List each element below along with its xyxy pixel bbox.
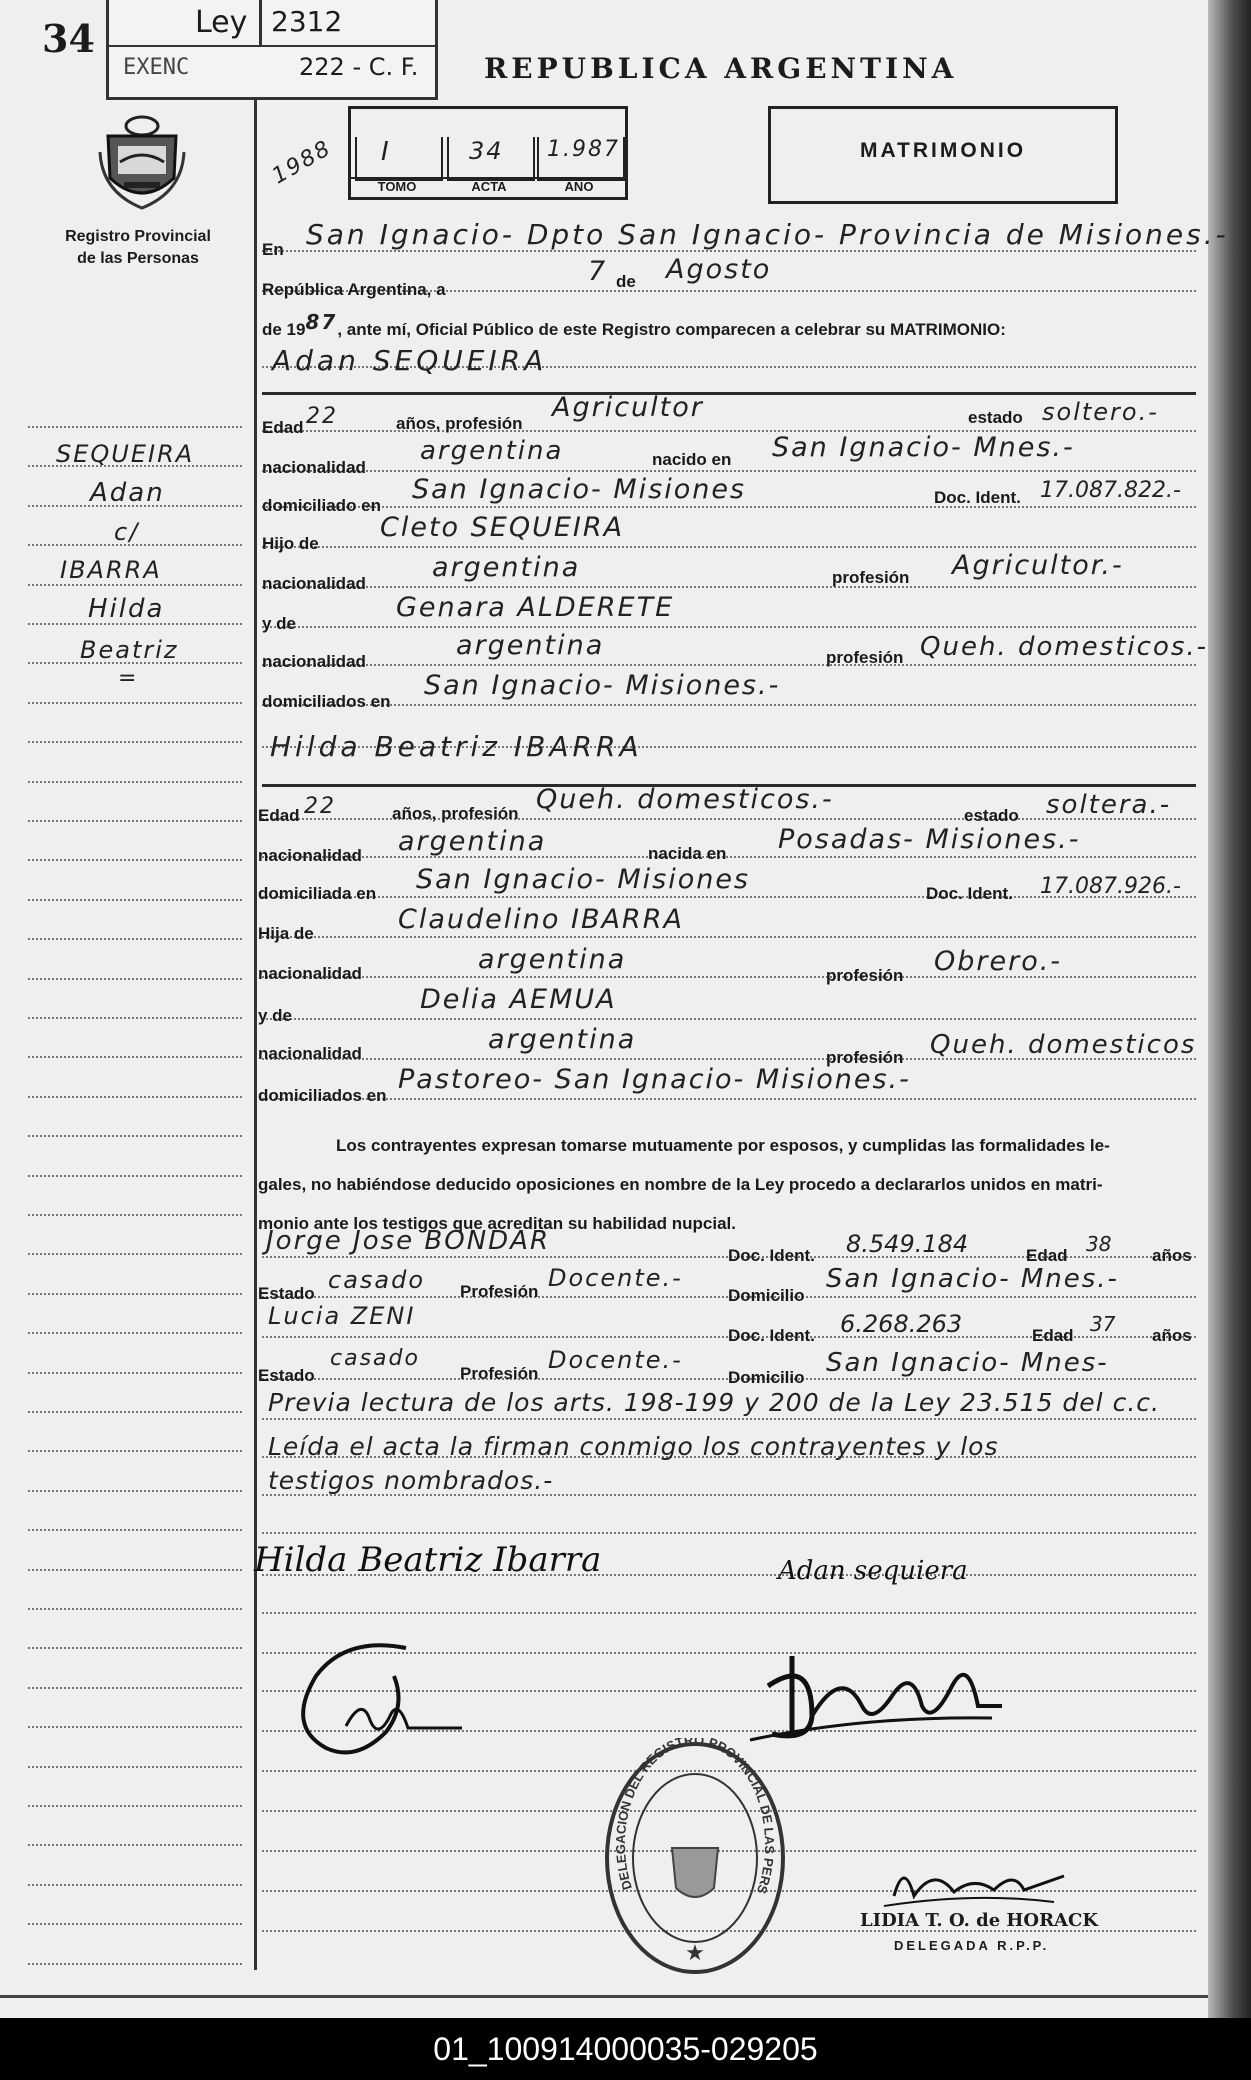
value-padre-novia: Claudelino IBARRA bbox=[398, 904, 684, 935]
value-padre-novia-prof: Obrero.- bbox=[934, 946, 1063, 977]
value-novio-domicilio: San Ignacio- Misiones bbox=[412, 474, 747, 505]
margin-dotted-line bbox=[28, 1923, 242, 1925]
value-mes: Agosto bbox=[666, 254, 772, 285]
page-number: 34 bbox=[42, 16, 95, 61]
label-madre-novio-nac: nacionalidad bbox=[262, 652, 366, 671]
label-testigo1-edad: Edad bbox=[1026, 1246, 1068, 1265]
margin-dotted-line bbox=[28, 1884, 242, 1886]
value-madre-novia: Delia AEMUA bbox=[420, 984, 617, 1015]
margin-dotted-line bbox=[28, 1608, 242, 1610]
label-testigo1-domicilio: Domicilio bbox=[728, 1286, 805, 1305]
label-madre-novia-nac: nacionalidad bbox=[258, 1044, 362, 1063]
margin-dotted-line bbox=[28, 1411, 242, 1413]
record-box bbox=[348, 106, 628, 200]
signature-novio: Adan sequiera bbox=[778, 1556, 968, 1586]
value-novia-nombre: Hilda Beatriz IBARRA bbox=[270, 730, 643, 763]
value-padre-novio: Cleto SEQUEIRA bbox=[380, 512, 625, 543]
label-novia-nacionalidad: nacionalidad bbox=[258, 846, 362, 865]
margin-dotted-line bbox=[28, 1490, 242, 1492]
registry-line2: de las Personas bbox=[77, 250, 199, 267]
margin-dotted-line bbox=[28, 1293, 242, 1295]
margin-dotted-line bbox=[28, 1766, 242, 1768]
label-novio-doc: Doc. Ident. bbox=[934, 488, 1021, 507]
label-testigo2-anos: años bbox=[1152, 1326, 1192, 1345]
label-novia-edad: Edad bbox=[258, 806, 300, 825]
label-domiciliados-en-2: domiciliados en bbox=[258, 1086, 387, 1105]
label-testigo2-estado: Estado bbox=[258, 1366, 315, 1385]
body-dotted-line bbox=[262, 1018, 1196, 1020]
value-madre-novia-nac: argentina bbox=[488, 1024, 637, 1055]
country-title: REPUBLICA ARGENTINA bbox=[484, 52, 958, 85]
value-padre-novia-nac: argentina bbox=[478, 944, 627, 975]
value-novio-nombre: Adan SEQUEIRA bbox=[272, 344, 548, 377]
margin-dotted-line bbox=[28, 781, 242, 783]
label-novio-anos-profesion: años, profesión bbox=[396, 414, 523, 433]
margin-name-2: Adan bbox=[90, 478, 165, 508]
label-testigo2-edad: Edad bbox=[1032, 1326, 1074, 1345]
label-padre-novio-nac: nacionalidad bbox=[262, 574, 366, 593]
label-novio-domiciliado: domiciliado en bbox=[262, 496, 382, 515]
official-seal bbox=[602, 1738, 788, 1983]
margin-dotted-line bbox=[28, 1135, 242, 1137]
margin-dotted-line bbox=[28, 1844, 242, 1846]
value-testigo1-dom: San Ignacio- Mnes.- bbox=[826, 1264, 1119, 1294]
body-dotted-line bbox=[262, 1612, 1196, 1614]
note-line-1: Previa lectura de los arts. 198-199 y 200 de la Ley 23.515 del c.c. bbox=[268, 1388, 1160, 1417]
stamp-exent: EXENC bbox=[123, 55, 190, 80]
label-testigo1-estado: Estado bbox=[258, 1284, 315, 1303]
note-line-2: Leída el acta la firman conmigo los contrayentes y los bbox=[268, 1432, 999, 1461]
margin-name-1: SEQUEIRA bbox=[56, 440, 195, 468]
label-padre-novio-prof: profesión bbox=[832, 568, 910, 587]
paragraph-line-3: monio ante los testigos que acreditan su habilidad nupcial. bbox=[258, 1214, 736, 1233]
body-dotted-line bbox=[262, 936, 1196, 938]
signature-novia: Hilda Beatriz Ibarra bbox=[254, 1540, 602, 1580]
margin-dotted-line bbox=[28, 899, 242, 901]
label-novia-domiciliada: domiciliada en bbox=[258, 884, 377, 903]
label-novio-estado: estado bbox=[968, 408, 1023, 427]
value-novia-domicilio: San Ignacio- Misiones bbox=[416, 864, 751, 895]
margin-dotted-line bbox=[28, 1056, 242, 1058]
svg-text:★: ★ bbox=[685, 1940, 705, 1965]
value-novia-estado: soltera.- bbox=[1046, 790, 1172, 820]
label-y-de-1: y de bbox=[262, 614, 297, 633]
margin-dotted-line bbox=[28, 702, 242, 704]
value-novia-edad: 22 bbox=[304, 794, 336, 819]
label-padre-novia-prof: profesión bbox=[826, 966, 904, 985]
value-novio-nacido-en: San Ignacio- Mnes.- bbox=[772, 432, 1075, 463]
matrimonio-box bbox=[768, 106, 1118, 204]
line-de19 bbox=[262, 310, 1006, 340]
value-dia: 7 bbox=[588, 256, 608, 287]
seal-text: DELEGACION DEL REGISTRO PROVINCIAL DE LAS PERS bbox=[612, 1738, 778, 1896]
label-testigo2-domicilio: Domicilio bbox=[728, 1368, 805, 1387]
margin-dotted-line bbox=[28, 1372, 242, 1374]
value-testigo2-estado: casado bbox=[330, 1346, 420, 1371]
label-novio-edad: Edad bbox=[262, 418, 304, 437]
margin-dotted-line bbox=[28, 1569, 242, 1571]
value-madre-novio-nac: argentina bbox=[456, 630, 605, 661]
value-madre-novia-prof: Queh. domesticos bbox=[930, 1030, 1197, 1060]
body-dotted-line bbox=[262, 546, 1196, 548]
label-testigo2-profesion: Profesión bbox=[460, 1364, 539, 1383]
value-testigo1: Jorge Jose BONDAR bbox=[266, 1226, 551, 1256]
label-testigo1-doc: Doc. Ident. bbox=[728, 1246, 815, 1265]
margin-dotted-line bbox=[28, 820, 242, 822]
value-novio-doc: 17.087.822.- bbox=[1040, 478, 1181, 503]
margin-dotted-line bbox=[28, 1726, 242, 1728]
value-novio-edad: 22 bbox=[306, 404, 338, 429]
body-dotted-line bbox=[262, 664, 1196, 666]
label-de: de bbox=[616, 272, 636, 291]
margin-name-4: IBARRA bbox=[60, 556, 162, 584]
margin-dotted-line bbox=[28, 741, 242, 743]
body-dotted-line bbox=[262, 626, 1196, 628]
paragraph-line-2: gales, no habiéndose deducido oposiciones en nombre de la Ley procedo a declararlos unidos en matri- bbox=[258, 1175, 1103, 1194]
label-testigo2-doc: Doc. Ident. bbox=[728, 1326, 815, 1345]
label-novia-anos-profesion: años, profesión bbox=[392, 804, 519, 823]
official-title: DELEGADA R.P.P. bbox=[894, 1938, 1050, 1953]
signature-testigo2 bbox=[286, 1636, 466, 1771]
label-nacida-en: nacida en bbox=[648, 844, 727, 863]
margin-divider bbox=[254, 60, 257, 1970]
value-testigo2-edad: 37 bbox=[1090, 1312, 1116, 1336]
value-novia-nacida-en: Posadas- Misiones.- bbox=[778, 824, 1081, 855]
value-padres-novia-dom: Pastoreo- San Ignacio- Misiones.- bbox=[398, 1064, 911, 1095]
value-ano-corto: 87 bbox=[305, 310, 338, 334]
registry-name bbox=[40, 226, 236, 270]
stamp-ley-label: Ley bbox=[195, 5, 248, 40]
side-note: 1988 bbox=[268, 135, 336, 190]
value-testigo2-dom: San Ignacio- Mnes- bbox=[826, 1348, 1109, 1378]
margin-name-3: c/ bbox=[114, 518, 140, 546]
label-novio-nacionalidad: nacionalidad bbox=[262, 458, 366, 477]
scan-footer-id: 01_100914000035-029205 bbox=[0, 2018, 1251, 2080]
document-type: MATRIMONIO bbox=[859, 139, 1027, 162]
label-domiciliados-en-1: domiciliados en bbox=[262, 692, 391, 711]
margin-dotted-line bbox=[28, 859, 242, 861]
official-name: LIDIA T. O. de HORACK bbox=[860, 1910, 1098, 1931]
margin-name-7: = bbox=[118, 666, 139, 691]
margin-dotted-line bbox=[28, 978, 242, 980]
value-lugar: San Ignacio- Dpto San Ignacio- Provincia de Misiones.- bbox=[306, 218, 1229, 251]
value-testigo1-doc: 8.549.184 bbox=[846, 1230, 969, 1258]
margin-dotted-line bbox=[28, 1175, 242, 1177]
label-nacido-en: nacido en bbox=[652, 450, 732, 469]
value-testigo1-estado: casado bbox=[328, 1266, 426, 1294]
tomo-label: TOMO bbox=[377, 179, 417, 194]
margin-name-5: Hilda bbox=[88, 594, 165, 624]
page-edge-shadow bbox=[1208, 0, 1251, 2018]
margin-dotted-line bbox=[28, 1450, 242, 1452]
value-padre-novio-nac: argentina bbox=[432, 552, 581, 583]
margin-dotted-line bbox=[28, 1805, 242, 1807]
margin-dotted-line bbox=[28, 1647, 242, 1649]
section-rule-1 bbox=[262, 392, 1196, 395]
body-dotted-line bbox=[262, 1532, 1196, 1534]
margin-dotted-line bbox=[28, 1253, 242, 1255]
label-de19: de 19 bbox=[262, 320, 306, 339]
margin-dotted-line bbox=[28, 584, 242, 586]
value-novio-profesion: Agricultor bbox=[552, 392, 704, 423]
label-hija-de: Hija de bbox=[258, 924, 314, 943]
tomo-value: I bbox=[381, 137, 391, 167]
value-novio-estado: soltero.- bbox=[1042, 398, 1159, 426]
value-testigo1-prof: Docente.- bbox=[548, 1264, 683, 1292]
label-testigo1-profesion: Profesión bbox=[460, 1282, 539, 1301]
value-novia-doc: 17.087.926.- bbox=[1040, 874, 1181, 899]
value-testigo2-doc: 6.268.263 bbox=[840, 1310, 963, 1338]
label-madre-novio-prof: profesión bbox=[826, 648, 904, 667]
note-line-3: testigos nombrados.- bbox=[268, 1466, 554, 1495]
value-testigo2-prof: Docente.- bbox=[548, 1346, 683, 1374]
value-novia-nacionalidad: argentina bbox=[398, 826, 547, 857]
label-padre-novia-nac: nacionalidad bbox=[258, 964, 362, 983]
label-y-de-2: y de bbox=[258, 1006, 293, 1025]
margin-dotted-line bbox=[28, 1017, 242, 1019]
stamp-ley-number: 2312 bbox=[271, 5, 343, 38]
value-madre-novio: Genara ALDERETE bbox=[396, 592, 675, 623]
acta-label: ACTA bbox=[471, 179, 507, 194]
margin-dotted-line bbox=[28, 1963, 242, 1965]
label-novia-estado: estado bbox=[964, 806, 1019, 825]
margin-dotted-line bbox=[28, 1214, 242, 1216]
margin-dotted-line bbox=[28, 1687, 242, 1689]
body-dotted-line bbox=[262, 470, 1196, 472]
value-madre-novio-prof: Queh. domesticos.- bbox=[920, 632, 1209, 662]
margin-dotted-line bbox=[28, 938, 242, 940]
label-republica: República Argentina, a bbox=[262, 280, 446, 299]
margin-name-6: Beatriz bbox=[80, 636, 179, 664]
label-ante-mi: , ante mí, Oficial Público de este Registro comparecen a celebrar su MATRIMONIO: bbox=[337, 320, 1006, 339]
ano-label: AÑO bbox=[564, 179, 594, 194]
label-en: En bbox=[262, 240, 284, 259]
label-novia-doc: Doc. Ident. bbox=[926, 884, 1013, 903]
value-testigo1-edad: 38 bbox=[1086, 1232, 1112, 1256]
body-dotted-line bbox=[262, 1418, 1196, 1420]
margin-dotted-line bbox=[28, 1096, 242, 1098]
label-madre-novia-prof: profesión bbox=[826, 1048, 904, 1067]
page-bottom-rule bbox=[0, 1995, 1208, 1998]
stamp-exent-rest: 222 - C. F. bbox=[299, 53, 419, 81]
signature-testigo1 bbox=[742, 1646, 1012, 1751]
body-dotted-line bbox=[262, 1098, 1196, 1100]
body-dotted-line bbox=[262, 506, 1196, 508]
body-dotted-line bbox=[262, 586, 1196, 588]
margin-dotted-line bbox=[28, 1332, 242, 1334]
tax-stamp bbox=[106, 0, 438, 100]
provincial-shield-icon bbox=[94, 112, 190, 217]
value-novia-profesion: Queh. domesticos.- bbox=[536, 784, 834, 815]
label-hijo-de: Hijo de bbox=[262, 534, 319, 553]
registry-line1: Registro Provincial bbox=[65, 228, 211, 245]
value-novio-nacionalidad: argentina bbox=[420, 436, 564, 466]
acta-value: 34 bbox=[469, 137, 504, 165]
label-testigo1-anos: años bbox=[1152, 1246, 1192, 1265]
ano-value: 1.987 bbox=[547, 137, 620, 162]
value-padres-novio-dom: San Ignacio- Misiones.- bbox=[424, 670, 781, 701]
value-testigo2: Lucia ZENI bbox=[268, 1302, 416, 1330]
margin-dotted-line bbox=[28, 426, 242, 428]
paragraph-line-1: Los contrayentes expresan tomarse mutuamente por esposos, y cumplidas las formalidades le- bbox=[336, 1136, 1110, 1155]
body-dotted-line bbox=[262, 704, 1196, 706]
margin-dotted-line bbox=[28, 1529, 242, 1531]
value-padre-novio-prof: Agricultor.- bbox=[952, 550, 1124, 581]
